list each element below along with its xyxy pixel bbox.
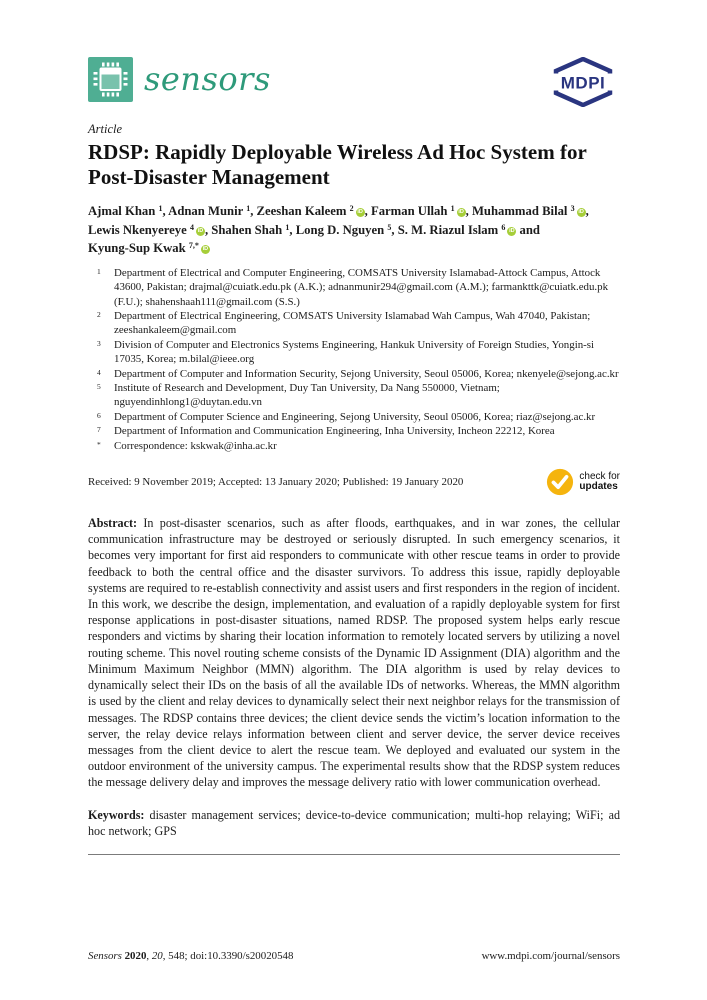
affiliation-marker: 1 xyxy=(97,266,101,276)
author-name: Zeeshan Kaleem xyxy=(256,204,350,218)
footer-citation-segment: 2020 xyxy=(124,950,147,962)
affiliation-marker: 2 xyxy=(97,310,101,319)
author-name: Adnan Munir xyxy=(168,204,247,218)
affiliation-row xyxy=(88,381,620,410)
orcid-icon[interactable]: iD xyxy=(458,209,464,215)
footer-citation-segment: 20 xyxy=(151,950,163,962)
author-name: Long D. Nguyen xyxy=(295,222,388,237)
keywords xyxy=(88,807,620,839)
mdpi-logo-text: MDPI xyxy=(560,73,606,93)
affiliation-text: Department of Computer and Information Security, Sejong University, Seoul 05006, Korea; nkenyele@sejong.ac.kr xyxy=(114,367,619,380)
footer-citation-segment: , 548; doi:10.3390/s20020548 xyxy=(162,950,294,962)
orcid-icon[interactable]: iD xyxy=(357,209,363,215)
affiliation-text: Department of Computer Science and Engineering, Sejong University, Seoul 05006, Korea; riaz@sejong.ac.kr xyxy=(114,410,596,423)
abstract xyxy=(88,515,620,790)
affiliation-text: Department of Electrical and Computer Engineering, COMSATS University Islamabad-Attock Campus, Attock 43600, Pakistan; drajmal@cuiatk.edu.pk (A.K.); adnanmunir294@gmail.com (A.M.); farmankttk@cuiatk.edu.pk (F.U.); shahenshaah111@gmail.com (S.S.) xyxy=(114,266,609,308)
footer-citation xyxy=(88,950,293,962)
affiliation-text: Department of Information and Communication Engineering, Inha University, Incheon 22212, Korea xyxy=(114,425,555,438)
author-affiliation-sup: 1 xyxy=(246,204,251,213)
author-line: Ajmal Khan $^1$, Adnan Munir $^1$, Zeeshan Kaleem $^2$ iD , Farman Ullah $^1$ iD , Muhammad Bilal $^3$ iD , xyxy=(88,204,589,218)
affiliation-row xyxy=(88,266,620,309)
affiliations-list xyxy=(88,266,620,453)
affiliation-row xyxy=(88,424,620,438)
orcid-icon[interactable]: iD xyxy=(578,209,584,215)
keywords-text: disaster management services; device-to-device communication; multi-hop relaying; WiFi; ad hoc network; GPS xyxy=(88,807,620,838)
affiliation-marker: * xyxy=(97,439,101,449)
check-icon xyxy=(546,468,574,496)
author-name: Kyung-Sup Kwak xyxy=(88,241,189,256)
affiliation-text: Institute of Research and Development, Duy Tan University, Da Nang 550000, Vietnam; nguyendinhlong1@duytan.edu.vn xyxy=(114,382,500,409)
page-title: RDSP: Rapidly Deployable Wireless Ad Hoc System for Post-Disaster Management xyxy=(88,140,587,189)
abstract-label: Abstract: xyxy=(88,516,138,531)
sensors-chip-icon xyxy=(88,57,133,102)
badge-line2: updates xyxy=(579,481,618,493)
affiliation-marker: 6 xyxy=(97,410,101,420)
footer-citation-segment: Sensors xyxy=(88,950,125,962)
affiliation-row xyxy=(88,439,620,453)
abstract-text: In post-disaster scenarios, such as after floods, earthquakes, and in war zones, the cellular communication infrastructure may be destroyed or seriously disrupted. In such emergency scenarios, it becomes very important for first aid responders to communicate with other rescue teams in order to provide feedback to both the central office and the disaster survivors. To address this issue, rapidly deployable systems are required to re-establish connectivity and assist users and first responders in the region of incident. In this work, we describe the design, implementation, and evaluation of a rapidly deployable system for first response applications in post-disaster situations, named RDSP. The proposed system helps early rescue responders and victims by sharing their location information to remotely located servers by utilizing a novel routing scheme. This novel routing scheme consists of the Dynamic ID Assignment (DIA) algorithm and the Minimum Maximum Neighbor (MMN) algorithm. The DIA algorithm is used by relay devices to dynamically select their IDs on the basis of all the available IDs of networks. Whereas, the MMN algorithm is used by the client and relay devices to dynamically select their next neighbor relays for the transmission of messages. The RDSP contains three devices; the client device sends the victim’s location information to the server, the relay device relays information between client and server device, the server device receives messages from the client device to alert the rescue team. We deployed and evaluated our system in the outdoor environment of the university campus. The experimental results show that the RDSP system reduces the message delivery delay and improves the message delivery ratio with lower communication overhead. xyxy=(88,516,620,790)
divider xyxy=(88,854,620,855)
author-name: Ajmal Khan xyxy=(88,204,159,218)
author-affiliation-sup: 3 xyxy=(570,204,575,213)
badge-label xyxy=(579,472,620,493)
masthead xyxy=(88,57,620,107)
author-affiliation-sup: 4 xyxy=(189,222,194,232)
author-line: Lewis Nkenyereye $^4$ iD , Shahen Shah $^1$, Long D. Nguyen $^5$, S. M. Riazul Islam $^6$ iD and xyxy=(88,222,540,237)
footer-journal-link[interactable]: www.mdpi.com/journal/sensors xyxy=(481,950,620,962)
keywords-label: Keywords: xyxy=(88,807,145,822)
orcid-icon[interactable]: iD xyxy=(509,227,515,234)
page-footer xyxy=(88,950,620,962)
affiliation-marker: 4 xyxy=(97,367,101,377)
author-name: Muhammad Bilal xyxy=(471,204,571,218)
orcid-icon[interactable]: iD xyxy=(197,227,204,234)
author-affiliation-sup: 1 xyxy=(158,204,163,213)
affiliation-row xyxy=(88,309,620,338)
author-affiliation-sup: 1 xyxy=(285,222,290,232)
badge-line1: check for xyxy=(579,470,620,482)
author-name: Farman Ullah xyxy=(370,204,451,218)
check-updates-badge[interactable] xyxy=(546,468,620,496)
affiliation-row xyxy=(88,367,620,381)
orcid-icon[interactable]: iD xyxy=(202,246,209,253)
affiliation-text: Department of Electrical Engineering, COMSATS University Islamabad Wah Campus, Wah 47040, Pakistan; zeeshankaleem@gmail.com xyxy=(114,310,591,337)
author-name: S. M. Riazul Islam xyxy=(397,222,502,237)
journal-name: sensors xyxy=(144,60,271,98)
author-line xyxy=(88,238,620,257)
affiliation-marker: 3 xyxy=(97,338,101,348)
sensors-logo xyxy=(88,57,271,102)
author-affiliation-sup: 5 xyxy=(387,222,392,232)
mdpi-logo xyxy=(546,57,620,107)
author-affiliation-sup: 6 xyxy=(501,222,506,232)
affiliation-marker: 7 xyxy=(97,425,101,435)
affiliation-text: Correspondence: kskwak@inha.ac.kr xyxy=(114,439,277,452)
affiliation-row xyxy=(88,410,620,424)
affiliation-row xyxy=(88,338,620,367)
author-affiliation-sup: 2 xyxy=(349,204,354,213)
meta-row xyxy=(88,466,620,496)
article-type-label: Article xyxy=(88,122,123,136)
author-affiliation-sup: 1 xyxy=(450,204,455,213)
authors-block xyxy=(88,201,620,257)
affiliation-marker: 5 xyxy=(97,382,101,392)
author-name: Lewis Nkenyereye xyxy=(88,222,190,237)
affiliation-text: Division of Computer and Electronics Systems Engineering, Hankuk University of Foreign Studies, Yongin-si 17035, Korea; m.bilal@ieee.org xyxy=(114,338,595,366)
author-name: Shahen Shah xyxy=(211,222,286,237)
dates-line: Received: 9 November 2019; Accepted: 13 January 2020; Published: 19 January 2020 xyxy=(88,476,464,489)
author-affiliation-sup: 7,* xyxy=(188,241,199,251)
footer-citation-segment: , xyxy=(146,950,152,962)
